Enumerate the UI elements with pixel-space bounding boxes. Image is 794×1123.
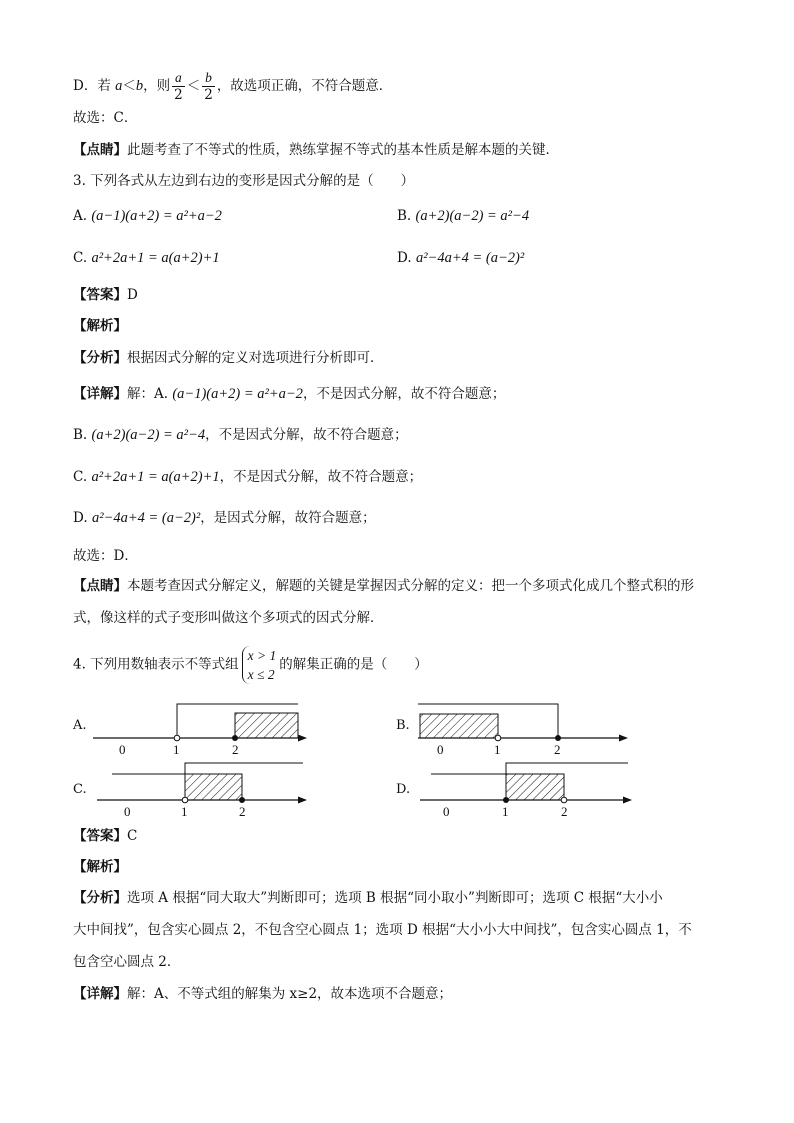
q3-option-c <box>73 248 220 268</box>
q3-option-b <box>397 206 529 226</box>
detail-b-formula: (a+2)(a−2) = a²−4 <box>91 427 206 443</box>
text: ，故选项正确，不符合题意． <box>216 78 393 94</box>
option-d-formula: a²−4a+4 = (a−2)² <box>415 250 525 266</box>
option-a-formula: (a−1)(a+2) = a²+a−2 <box>91 208 222 224</box>
q3-choose: 故选：D． <box>73 548 138 564</box>
q4-stem <box>73 646 428 684</box>
detail-c-suffix: ，不是因式分解，故不符合题意； <box>219 469 423 485</box>
q3-option-d <box>397 248 524 268</box>
prev-answer-line: 故选：C． <box>73 110 138 126</box>
analysis-text: 根据因式分解的定义对选项进行分析即可． <box>127 350 384 366</box>
tick-label: 2 <box>561 804 568 819</box>
text: ，则 <box>143 78 171 94</box>
q3-detail-b <box>73 425 408 445</box>
analysis-text: 选项 A 根据“同大取大”判断即可；选项 B 根据“同小取小”判断即可；选项 C 根据“大小小 <box>127 890 663 906</box>
option-label: C. <box>73 250 88 266</box>
detail-b-suffix: ，不是因式分解，故不符合题意； <box>205 427 408 443</box>
hatched-region <box>235 713 298 738</box>
open-dot <box>561 797 567 803</box>
q3-detail-c <box>73 467 422 487</box>
denominator: 2 <box>204 87 213 103</box>
option-c-formula: a²+2a+1 = a(a+2)+1 <box>91 250 220 266</box>
tick-label: 0 <box>119 742 126 757</box>
jiexi-tag: 【解析】 <box>73 859 127 875</box>
hatched-region <box>185 774 242 800</box>
option-label: A. <box>73 208 88 224</box>
option-label: B. <box>73 427 88 443</box>
hatched-region <box>506 774 564 800</box>
option-label: D. <box>397 250 412 266</box>
inequality-system <box>242 646 277 684</box>
inequality-2: x ≤ 2 <box>247 667 275 682</box>
solid-dot <box>232 735 238 741</box>
q3-answer <box>73 285 138 305</box>
answer-value: D <box>127 287 138 303</box>
q3-jiexi-tag <box>73 316 127 336</box>
tick-label: 2 <box>232 742 239 757</box>
q3-comment-1 <box>73 576 694 596</box>
option-label: C. <box>73 469 88 485</box>
q4-answer <box>73 826 137 846</box>
comment-text: 此题考查了不等式的性质，熟练掌握不等式的基本性质是解本题的关键． <box>127 142 559 158</box>
option-a-label: A. <box>73 718 87 733</box>
detail-d-suffix: ，是因式分解，故符合题意； <box>200 510 376 526</box>
prev-option-d-line <box>73 70 392 103</box>
option-label: B. <box>397 208 412 224</box>
number-line-a <box>93 704 307 757</box>
detail-c-formula: a²+2a+1 = a(a+2)+1 <box>91 469 220 485</box>
tick-label: 2 <box>554 742 561 757</box>
axis-arrow <box>619 735 628 742</box>
q4-jiexi-tag <box>73 857 127 877</box>
upper-bound-ray <box>185 763 303 800</box>
analysis-tag: 【分析】 <box>73 350 127 366</box>
detail-intro: 解：A. <box>127 386 169 402</box>
detail-a-suffix: ，不是因式分解，故不符合题意； <box>302 386 506 402</box>
option-c-label: C. <box>73 782 87 797</box>
open-dot <box>182 797 188 803</box>
solid-dot <box>503 797 509 803</box>
number-line-c <box>97 763 307 819</box>
jiexi-tag: 【解析】 <box>73 318 127 334</box>
solid-dot <box>555 735 561 741</box>
q3-option-a <box>73 206 222 226</box>
option-b-formula: (a+2)(a−2) = a²−4 <box>415 208 530 224</box>
lt-sign: ＜ <box>122 78 136 94</box>
option-label: D. <box>73 510 88 526</box>
comment-text: 本题考查因式分解定义，解题的关键是掌握因式分解的定义：把一个多项式化成几个整式积的形 <box>127 578 694 594</box>
tick-label: 1 <box>494 742 501 757</box>
q3-detail-d <box>73 508 376 528</box>
text: D．若 <box>73 78 116 94</box>
q4-analysis-2: 大中间找”，包含实心圆点 2，不包含空心圆点 1；选项 D 根据“大小小大中间找”，包含实心圆点 1，不 <box>73 922 692 938</box>
upper-bound-ray <box>506 763 628 800</box>
answer-value: C <box>127 828 138 844</box>
q3-stem: 3. 下列各式从左边到右边的变形是因式分解的是（ ） <box>73 173 415 189</box>
option-b-label: B. <box>396 718 410 733</box>
number-line-b <box>418 704 628 757</box>
detail-tag: 【详解】 <box>73 986 127 1002</box>
numerator: a <box>172 70 185 87</box>
detail-tag: 【详解】 <box>73 386 127 402</box>
answer-tag: 【答案】 <box>73 287 127 303</box>
axis-arrow <box>298 797 307 804</box>
stem-text: 4. 下列用数轴表示不等式组 <box>73 656 239 673</box>
stem-text: 的解集正确的是（ ） <box>279 656 428 673</box>
q4-detail-1 <box>73 984 452 1004</box>
lt-sign: ＜ <box>186 78 201 94</box>
detail-text: 解：A、不等式组的解集为 x≥2，故本选项不合题意； <box>127 986 453 1002</box>
tick-label: 0 <box>124 804 131 819</box>
analysis-tag: 【分析】 <box>73 890 127 906</box>
detail-a-formula: (a−1)(a+2) = a²+a−2 <box>172 386 303 402</box>
solution-bracket <box>418 704 558 738</box>
solid-dot <box>239 797 245 803</box>
fraction-a-over-2 <box>172 70 185 103</box>
q4-analysis-1 <box>73 888 663 908</box>
comment-tag: 【点睛】 <box>73 142 127 158</box>
hatched-region <box>420 714 498 738</box>
var-b: b <box>135 78 144 94</box>
fraction-b-over-2 <box>202 70 215 103</box>
option-d-label: D. <box>396 782 411 797</box>
number-line-d <box>420 763 632 819</box>
tick-label: 1 <box>181 804 188 819</box>
prev-comment-line <box>73 140 559 160</box>
open-dot <box>495 735 501 741</box>
tick-label: 2 <box>239 804 246 819</box>
answer-tag: 【答案】 <box>73 828 127 844</box>
tick-label: 1 <box>502 804 509 819</box>
q3-comment-2: 式，像这样的式子变形叫做这个多项式的因式分解． <box>73 610 384 626</box>
tick-label: 0 <box>437 742 444 757</box>
detail-d-formula: a²−4a+4 = (a−2)² <box>91 510 201 526</box>
open-dot <box>174 735 180 741</box>
tick-label: 1 <box>173 742 180 757</box>
q3-detail-a <box>73 384 505 404</box>
q3-analysis <box>73 348 384 368</box>
axis-arrow <box>298 735 307 742</box>
inequality-1: x > 1 <box>247 648 277 663</box>
var-a: a <box>115 78 123 94</box>
solution-bracket <box>177 704 298 738</box>
q4-analysis-3: 包含空心圆点 2． <box>73 954 181 970</box>
comment-tag: 【点睛】 <box>73 578 127 594</box>
tick-label: 0 <box>443 804 450 819</box>
axis-arrow <box>623 797 632 804</box>
denominator: 2 <box>174 87 183 103</box>
numerator: b <box>202 70 215 87</box>
